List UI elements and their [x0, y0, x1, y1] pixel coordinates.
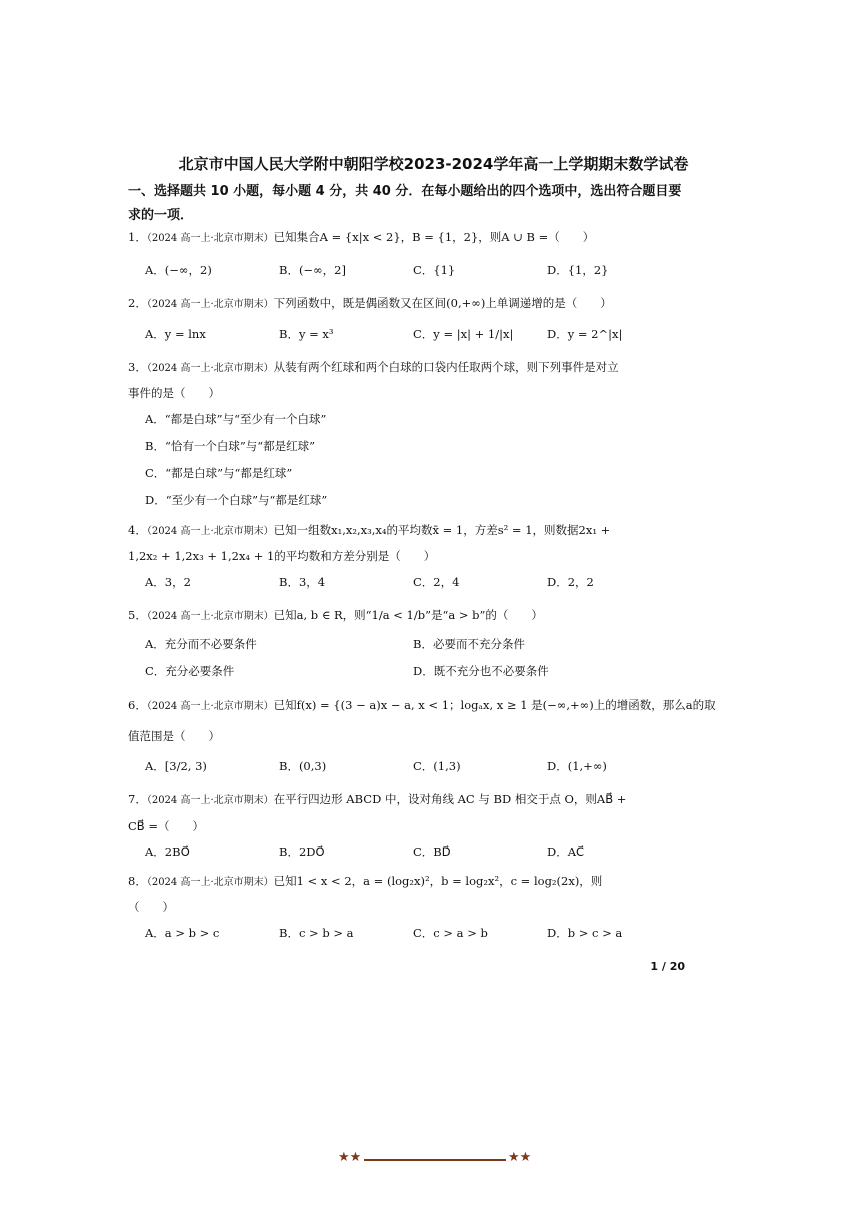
option-d: D．AC⃗ [547, 845, 585, 859]
option-a: A．2BO⃗ [145, 845, 190, 859]
question-4: 4．（2024 高一上·北京市期末）已知一组数x₁,x₂,x₃,x₄的平均数x̄ = 1，方差s² = 1，则数据2x₁ + [128, 523, 611, 537]
question-5: 5．（2024 高一上·北京市期末）已知a, b ∈ R，则“1/a < 1/b”是“a > b”的（ ） [128, 608, 543, 622]
question-3-cont: 事件的是（ ） [128, 386, 220, 400]
option-a: A．[3/2, 3) [145, 759, 207, 773]
question-4-cont: 1,2x₂ + 1,2x₃ + 1,2x₄ + 1的平均数和方差分别是（ ） [128, 549, 436, 563]
star-icon: ★★ [508, 1150, 532, 1165]
page-number: 1 / 20 [650, 960, 685, 973]
option-d: D．2，2 [547, 575, 594, 589]
option-d: D．y = 2^|x| [547, 327, 623, 341]
option-b: B．c > b > a [279, 926, 354, 940]
options-row [145, 925, 690, 945]
option-c: C．c > a > b [413, 926, 488, 940]
options-row [145, 326, 690, 346]
option-d: D．“至少有一个白球”与“都是红球” [145, 493, 328, 507]
question-6: 6．（2024 高一上·北京市期末）已知f(x) = {(3 − a)x − a, x < 1；logₐx, x ≥ 1 是(−∞,+∞)上的增函数，那么a的取 [128, 698, 716, 712]
option-b: B．y = x³ [279, 327, 334, 341]
option-c: C．{1} [413, 263, 456, 277]
options-row [145, 636, 690, 656]
option-b: B．(−∞，2] [279, 263, 346, 277]
section-heading: 一、选择题共 10 小题，每小题 4 分，共 40 分．在每小题给出的四个选项中，选出符合题目要求的一项． [128, 184, 682, 223]
option-a: A．充分而不必要条件 [145, 637, 257, 651]
option-d: D．b > c > a [547, 926, 623, 940]
question-6-cont: 值范围是（ ） [128, 729, 220, 743]
option-d: D．既不充分也不必要条件 [413, 664, 549, 678]
option-a: A．3，2 [145, 575, 191, 589]
options-row [145, 574, 690, 594]
option-b: B．(0,3) [279, 759, 327, 773]
question-8-cont: （ ） [128, 900, 174, 914]
question-7: 7．（2024 高一上·北京市期末）在平行四边形 ABCD 中，设对角线 AC 与 BD 相交于点 O，则AB⃗ + [128, 792, 627, 806]
option-a: A．a > b > c [145, 926, 220, 940]
option-c: C．(1,3) [413, 759, 461, 773]
options-row [145, 262, 690, 282]
option-b: B．3，4 [279, 575, 326, 589]
footer-ornament [338, 1150, 530, 1170]
options-row [145, 844, 690, 864]
option-a: A．(−∞，2) [145, 263, 212, 277]
option-b: B．2DO⃗ [279, 845, 325, 859]
question-1: 1．（2024 高一上·北京市期末）已知集合A = {x|x < 2}，B = {1，2}，则A ∪ B =（ ） [128, 230, 595, 244]
option-c: C．2，4 [413, 575, 460, 589]
option-d: D．(1,+∞) [547, 759, 607, 773]
question-7-cont: CB⃗ =（ ） [128, 819, 204, 833]
option-d: D．{1，2} [547, 263, 609, 277]
option-c: C．“都是白球”与“都是红球” [145, 466, 293, 480]
question-8: 8．（2024 高一上·北京市期末）已知1 < x < 2，a = (log₂x)²，b = log₂x²，c = log₂(2x)，则 [128, 874, 603, 888]
option-a: A．“都是白球”与“至少有一个白球” [145, 412, 327, 426]
option-b: B．必要而不充分条件 [413, 637, 525, 651]
page-title: 北京市中国人民大学附中朝阳学校2023-2024学年高一上学期期末数学试卷 [178, 155, 689, 173]
option-c: C．充分必要条件 [145, 664, 235, 678]
options-row [145, 663, 690, 683]
question-2: 2．（2024 高一上·北京市期末）下列函数中，既是偶函数又在区间(0,+∞)上单调递增的是（ ） [128, 296, 612, 310]
star-icon: ★★ [338, 1150, 362, 1165]
options-row [145, 758, 690, 778]
footer-divider [364, 1159, 506, 1161]
option-a: A．y = lnx [145, 327, 206, 341]
option-c: C．y = |x| + 1/|x| [413, 327, 514, 341]
option-c: C．BD⃗ [413, 845, 451, 859]
option-b: B．“恰有一个白球”与“都是红球” [145, 439, 315, 453]
question-3: 3．（2024 高一上·北京市期末）从装有两个红球和两个白球的口袋内任取两个球，则下列事件是对立 [128, 360, 619, 374]
